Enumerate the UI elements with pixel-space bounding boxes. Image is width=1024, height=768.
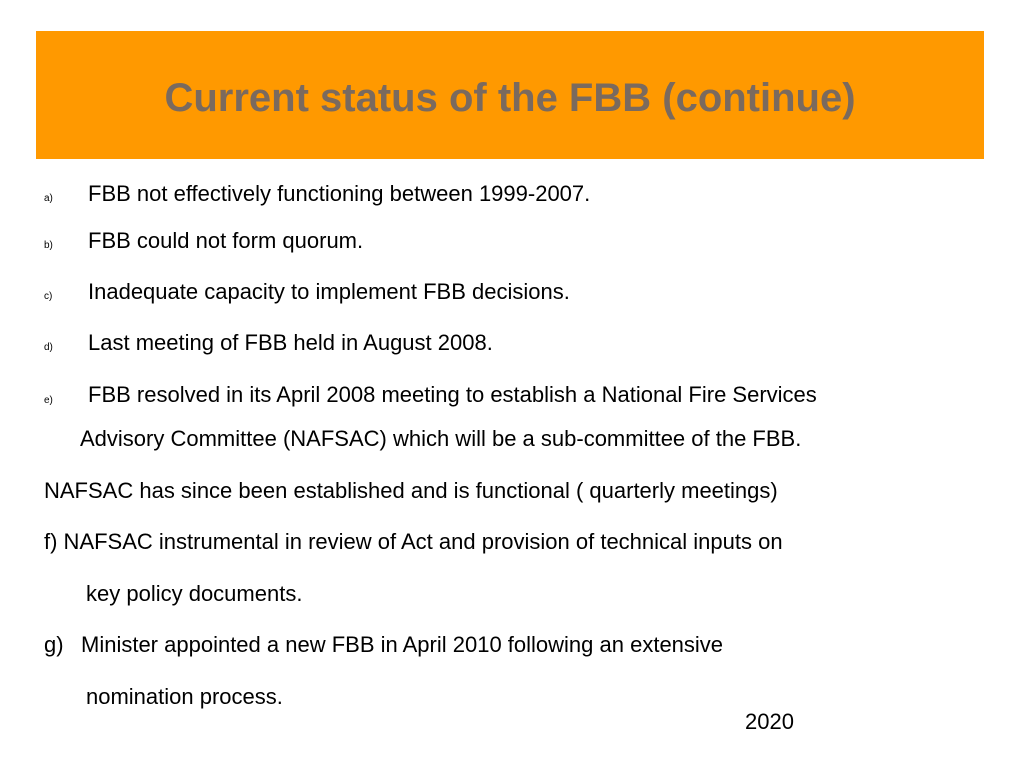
item-a-text: FBB not effectively functioning between 1999-2007. [88,181,591,206]
item-g-line-1: Minister appointed a new FBB in April 2010 following an extensive [81,632,724,657]
item-f-line-2: key policy documents. [86,581,303,606]
nafsac-note: NAFSAC has since been established and is functional ( quarterly meetings) [44,478,778,503]
item-b-text: FBB could not form quorum. [88,228,364,253]
item-e-continuation: Advisory Committee (NAFSAC) which will be a sub-committee of the FBB. [80,426,802,451]
slide-title: Current status of the FBB (continue) [164,76,856,120]
item-e-text: FBB resolved in its April 2008 meeting to establish a National Fire Services [88,382,817,407]
item-c-text: Inadequate capacity to implement FBB decisions. [88,279,570,304]
item-b-marker: b) [44,240,53,251]
item-g-marker: g) [44,632,64,657]
item-f-line-1: f) NAFSAC instrumental in review of Act and provision of technical inputs on [44,529,783,554]
item-d-text: Last meeting of FBB held in August 2008. [88,330,493,355]
item-e-marker: e) [44,395,53,406]
item-c-marker: c) [44,291,53,302]
item-g-line-2: nomination process. [86,684,283,709]
item-d-marker: d) [44,342,53,353]
footer-year: 2020 [745,709,794,734]
item-a-marker: a) [44,193,53,204]
